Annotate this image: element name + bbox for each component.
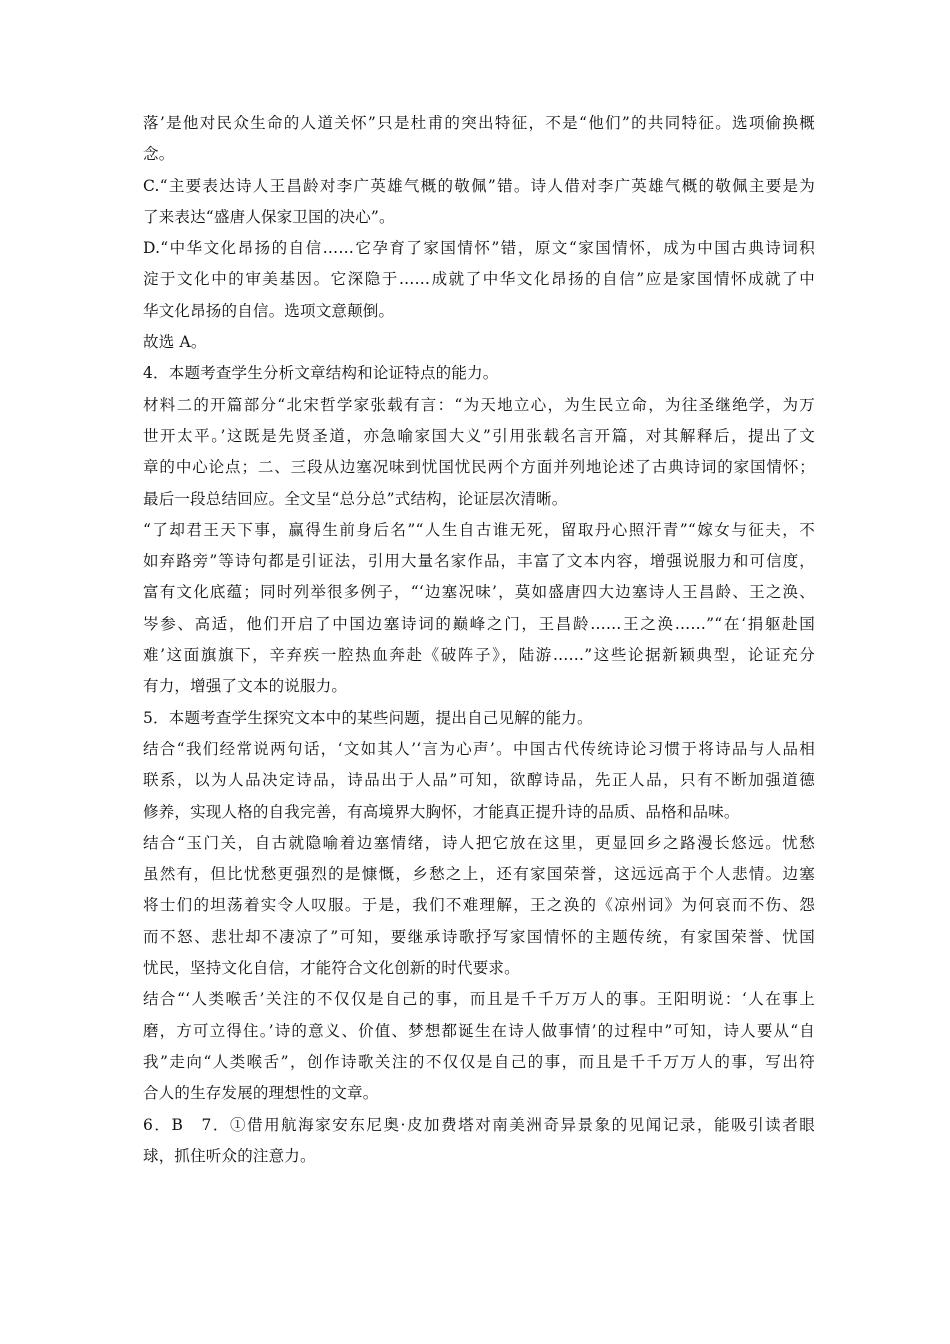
text-line: 5．本题考查学生探究文本中的某些问题，提出自己见解的能力。 [143, 708, 593, 727]
text-line: 落’是他对民众生命的人道关怀”只是杜甫的突出特征，不是“他们”的共同特征。选项偷换概 [143, 114, 815, 132]
text-line: 故选 A。 [143, 333, 207, 352]
text-line: 虽然有，但比忧愁更强烈的是慷慨，乡愁之上，还有家国荣誉，这远远高于个人悲情。边塞 [143, 865, 815, 884]
text-line: 富有文化底蕴；同时列举很多例子，“‘边塞况味’，莫如盛唐四大边塞诗人王昌龄、王之涣、 [143, 583, 815, 602]
text-line: 淀于文化中的审美基因。它深隐于……成就了中华文化昂扬的自信”应是家国情怀成就了中 [143, 270, 815, 289]
text-line: 有力，增强了文本的说服力。 [143, 677, 348, 696]
text-line: 如弃路旁”等诗句都是引证法，引用大量名家作品，丰富了文本内容，增强说服力和可信度， [143, 552, 815, 571]
text-line: 联系，以为人品决定诗品，诗品出于人品”可知，欲醇诗品，先正人品，只有不断加强道德 [143, 771, 815, 790]
text-line: 了来表达“盛唐人保家卫国的决心”。 [143, 207, 395, 226]
text-line: 结合“玉门关，自古就隐喻着边塞情绪，诗人把它放在这里，更显回乡之路漫长悠远。忧愁 [143, 833, 815, 852]
text-line: 念。 [143, 145, 175, 164]
text-line: 合人的生存发展的理想性的文章。 [143, 1084, 379, 1103]
text-line: 世开太平。’这既是先贤圣道，亦急喻家国大义”引用张载名言开篇，对其解释后，提出了文 [143, 426, 815, 445]
text-line: 华文化昂扬的自信。选项文意颠倒。 [143, 301, 395, 320]
text-line: 球，抓住听众的注意力。 [143, 1146, 316, 1165]
text-line: 4．本题考查学生分析文章结构和论证特点的能力。 [143, 364, 499, 383]
text-line: 将士们的坦荡着实令人叹服。于是，我们不难理解，王之涣的《凉州词》为何哀而不伤、怨 [143, 896, 815, 915]
text-line: 忧民，坚持文化自信，才能符合文化创新的时代要求。 [143, 959, 520, 978]
text-line: 磨，方可立得住。’诗的意义、价值、梦想都诞生在诗人做事情’的过程中”可知，诗人要从“自 [143, 1021, 815, 1040]
text-line: 结合“‘人类喉舌’关注的不仅仅是自己的事，而且是千千万万人的事。王阳明说：‘人在事上 [143, 990, 815, 1009]
text-line: C.“主要表达诗人王昌龄对李广英雄气概的敬佩”错。诗人借对李广英雄气概的敬佩主要是为 [143, 176, 815, 195]
text-line: 章的中心论点；二、三段从边塞况味到忧国忧民两个方面并列地论述了古典诗词的家国情怀； [143, 458, 815, 477]
text-line: “了却君王天下事，赢得生前身后名”“人生自古谁无死，留取丹心照汗青”“嫁女与征夫，不 [143, 520, 815, 539]
text-line: D.“中华文化昂扬的自信……它孕育了家国情怀”错，原文“家国情怀，成为中国古典诗词积 [143, 239, 815, 258]
text-line: 结合“我们经常说两句话，‘文如其人’‘言为心声’。中国古代传统诗论习惯于将诗品与人品相 [143, 739, 815, 758]
text-line: 6．B 7．①借用航海家安东尼奥·皮加费塔对南美洲奇异景象的见闻记录，能吸引读者眼 [143, 1115, 815, 1134]
text-line: 材料二的开篇部分“北宋哲学家张载有言：“为天地立心，为生民立命，为往圣继绝学，为万 [143, 395, 815, 414]
text-line: 而不怒、悲壮却不凄凉了”可知，要继承诗歌抒写家国情怀的主题传统，有家国荣誉、忧国 [143, 927, 815, 946]
text-line: 岑参、高适，他们开启了中国边塞诗词的巅峰之门，王昌龄……王之涣……”“在‘捐躯赴国 [143, 614, 815, 633]
text-line: 修养，实现人格的自我完善，有高境界大胸怀，才能真正提升诗的品质、品格和品味。 [143, 802, 740, 821]
document-body [143, 108, 815, 1172]
text-line: 我”走向“人类喉舌”，创作诗歌关注的不仅仅是自己的事，而且是千千万万人的事，写出符 [143, 1052, 815, 1071]
text-line: 难’这面旗旗下，辛弃疾一腔热血奔赴《破阵子》，陆游……”这些论据新颖典型，论证充分 [143, 646, 815, 665]
text-line: 最后一段总结回应。全文呈“总分总”式结构，论证层次清晰。 [143, 489, 568, 508]
